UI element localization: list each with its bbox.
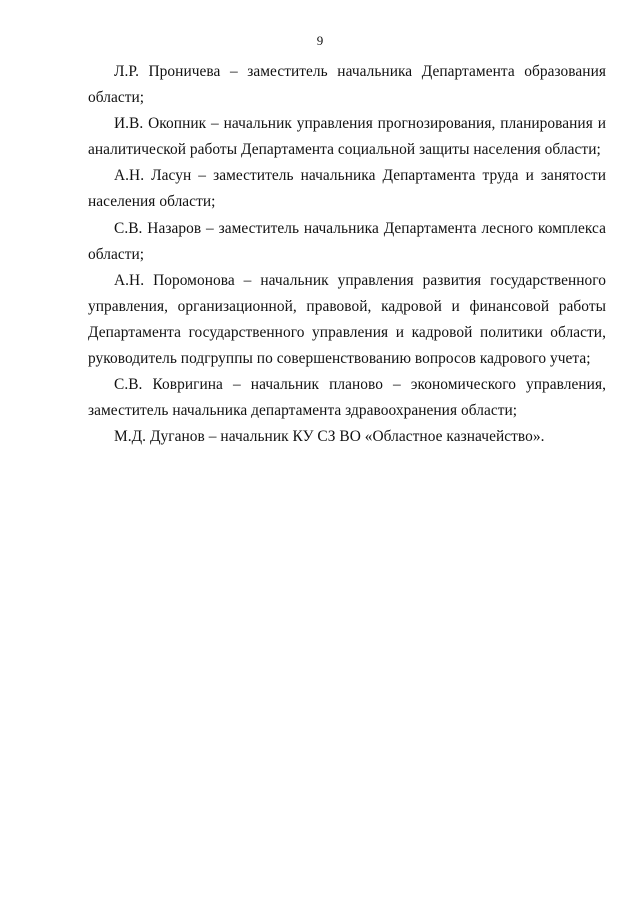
list-item: С.В. Назаров – заместитель начальника Департамента лесного комплекса области; <box>88 219 606 263</box>
document-body <box>88 59 606 450</box>
list-item: М.Д. Дуганов – начальник КУ СЗ ВО «Областное казначейство». <box>114 428 545 446</box>
page-number: 9 <box>316 33 324 48</box>
list-item: С.В. Ковригина – начальник планово – экономического управления, заместитель начальника департамента здравоохранения области; <box>88 376 606 420</box>
list-item: А.Н. Ласун – заместитель начальника Департамента труда и занятости населения области; <box>88 167 606 211</box>
list-item: И.В. Окопник – начальник управления прогнозирования, планирования и аналитической работы Департамента социальной защиты населения области; <box>88 115 606 159</box>
list-item: А.Н. Поромонова – начальник управления развития государственного управления, организационной, правовой, кадровой и финансовой работы Департамента государственного управления и кадровой политики области, руководитель подгруппы по совершенствованию вопросов кадрового учета; <box>88 271 606 368</box>
list-item: Л.Р. Проничева – заместитель начальника Департамента образования области; <box>88 63 606 107</box>
